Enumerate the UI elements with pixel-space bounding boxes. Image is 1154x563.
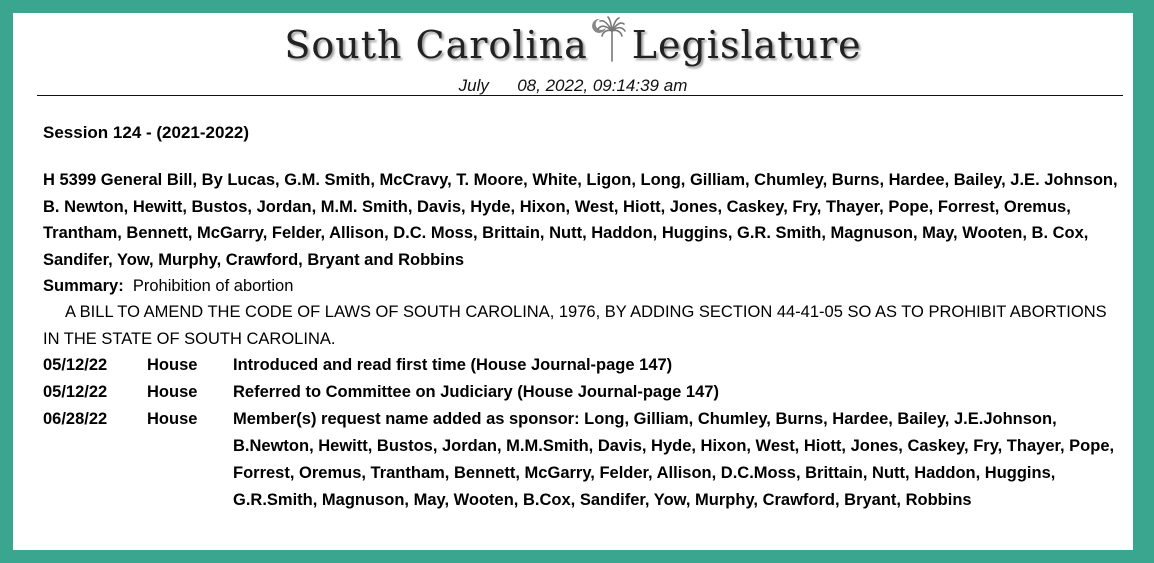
bill-heading: H 5399 General Bill, By Lucas, G.M. Smith, McCravy, T. Moore, White, Ligon, Long, Gilliam, Chumley, Burns, Hardee, Bailey, J.E. Johnson, B. Newton, Hewitt, Bustos, Jordan, M.M. Smith, Davis, Hyde, Hixon, West, Hiott, Jones, Caskey, Fry, Thayer, Pope, Forrest, Oremus, Trantham, Bennett, McGarry, Felder, Allison, D.C. Moss, Brittain, Nutt, Haddon, Huggins, G.R. Smith, Magnuson, May, Wooten, B. Cox, Sandifer, Yow, Murphy, Crawford, Bryant and Robbins <box>43 171 1118 269</box>
timestamp-month: July <box>458 76 489 95</box>
action-text: Introduced and read first time (House Journal-page 147) <box>233 356 673 374</box>
action-date: 06/28/22 <box>43 410 108 428</box>
title-south-carolina: South Carolina <box>284 23 588 67</box>
site-title <box>284 19 861 67</box>
action-chamber: House <box>147 383 198 401</box>
bill-abstract: A BILL TO AMEND THE CODE OF LAWS OF SOUTH CAROLINA, 1976, BY ADDING SECTION 44-41-05 SO AS TO PROHIBIT ABORTIONS IN THE STATE OF SOUTH CAROLINA. <box>43 303 1107 348</box>
title-legislature: Legislature <box>631 23 862 67</box>
action-date: 05/12/22 <box>43 383 108 401</box>
timestamp-rest: 08, 2022, 09:14:39 am <box>517 76 688 95</box>
document-page <box>13 13 1133 550</box>
action-row <box>43 352 1123 379</box>
action-history <box>43 352 1123 514</box>
action-text: Referred to Committee on Judiciary (House Journal-page 147) <box>233 383 719 401</box>
action-chamber: House <box>147 410 198 428</box>
session-title: Session 124 - (2021-2022) <box>43 123 250 142</box>
bill-content <box>43 123 1123 514</box>
action-row <box>43 406 1123 514</box>
action-date: 05/12/22 <box>43 356 108 374</box>
header-divider <box>37 95 1123 96</box>
palmetto-crescent-icon <box>592 15 628 63</box>
action-text: Member(s) request name added as sponsor: Long, Gilliam, Chumley, Burns, Hardee, Bailey, J.E.Johnson, B.Newton, Hewitt, Bustos, Jordan, M.M.Smith, Davis, Hyde, Hixon, West, Hiott, Jones, Caskey, Fry, Thayer, Pope, Forrest, Oremus, Trantham, Bennett, McGarry, Felder, Allison, D.C.Moss, Brittain, Nutt, Haddon, Huggins, G.R.Smith, Magnuson, May, Wooten, B.Cox, Sandifer, Yow, Murphy, Crawford, Bryant, Robbins <box>233 410 1115 509</box>
summary-label: Summary: <box>43 277 124 295</box>
masthead <box>13 19 1133 67</box>
action-chamber: House <box>147 356 198 374</box>
timestamp <box>13 76 1133 96</box>
summary-text: Prohibition of abortion <box>132 277 294 295</box>
bill-summary <box>43 273 1123 299</box>
action-row <box>43 379 1123 406</box>
